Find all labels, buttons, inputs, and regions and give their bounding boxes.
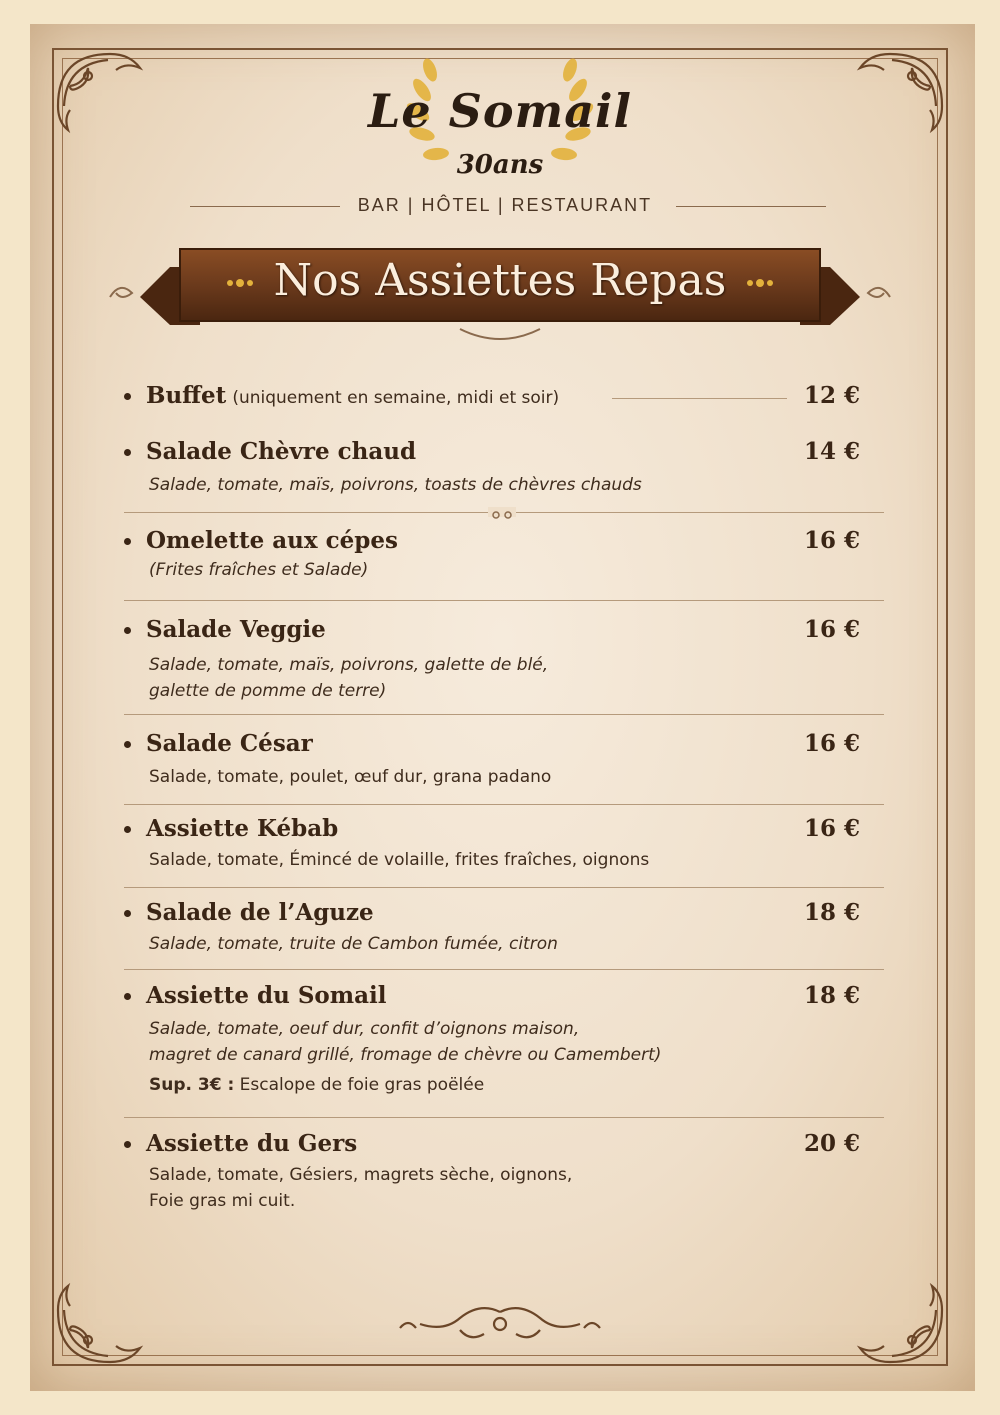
description-line: Salade, tomate, maïs, poivrons, galette de blé, <box>149 655 549 675</box>
logo-subtitle: 30ans <box>456 150 544 180</box>
bullet-icon <box>124 826 131 833</box>
dotted-leader <box>612 398 787 399</box>
bullet-icon <box>124 1141 131 1148</box>
menu-item-price: 16 € <box>803 815 860 842</box>
section-banner <box>100 245 900 345</box>
bullet-icon <box>124 393 131 400</box>
corner-ornament-icon <box>50 1280 160 1370</box>
separator <box>124 969 884 970</box>
menu-item <box>124 730 864 792</box>
menu-item-name <box>146 382 559 409</box>
menu-item-price: 16 € <box>803 527 860 554</box>
menu-item-description <box>149 1162 572 1214</box>
menu-item-description <box>149 472 642 498</box>
bullet-icon <box>124 449 131 456</box>
supplement-label: Sup. 3€ : <box>149 1075 235 1095</box>
menu-item <box>124 815 864 877</box>
menu-item-name: Assiette Kébab <box>146 815 339 842</box>
separator-ornament-icon <box>488 507 516 517</box>
menu-item-name: Salade César <box>146 730 313 757</box>
menu-item-name: Salade Chèvre chaud <box>146 438 417 465</box>
restaurant-logo <box>360 50 640 190</box>
description-line: (Frites fraîches et Salade) <box>149 560 369 580</box>
description-line: Foie gras mi cuit. <box>149 1191 296 1211</box>
menu-item <box>124 527 864 589</box>
bullet-icon <box>124 993 131 1000</box>
menu-item-description <box>149 1016 661 1098</box>
description-line: galette de pomme de terre) <box>149 681 387 701</box>
menu-item <box>124 382 864 412</box>
separator <box>124 1117 884 1118</box>
menu-item-price: 16 € <box>803 730 860 757</box>
menu-item-note: (uniquement en semaine, midi et soir) <box>232 388 560 408</box>
tagline: BAR | HÔTEL | RESTAURANT <box>357 195 653 215</box>
menu-item <box>124 899 864 961</box>
tagline-rule-left <box>190 206 340 207</box>
bullet-icon <box>124 538 131 545</box>
description-line: magret de canard grillé, fromage de chèvre ou Camembert) <box>149 1045 662 1065</box>
tagline-rule-right <box>676 206 826 207</box>
corner-ornament-icon <box>50 46 160 136</box>
menu-item-description <box>149 652 548 704</box>
description-line: Salade, tomate, Gésiers, magrets sèche, oignons, <box>149 1165 573 1185</box>
bullet-icon <box>124 627 131 634</box>
corner-ornament-icon <box>840 46 950 136</box>
description-line: Salade, tomate, poulet, œuf dur, grana padano <box>149 767 552 787</box>
bullet-icon <box>124 741 131 748</box>
description-line: Salade, tomate, maïs, poivrons, toasts de chèvres chauds <box>149 475 642 495</box>
menu-item-name-text: Buffet <box>146 382 227 409</box>
description-line: Salade, tomate, Émincé de volaille, frites fraîches, oignons <box>149 850 650 870</box>
menu-item-name: Omelette aux cépes <box>146 527 398 554</box>
menu-item-name: Assiette du Somail <box>146 982 387 1009</box>
description-line: Salade, tomate, truite de Cambon fumée, citron <box>149 934 558 954</box>
menu-item-price: 18 € <box>803 982 860 1009</box>
separator <box>124 887 884 888</box>
supplement-line <box>149 1072 661 1098</box>
menu-item <box>124 982 864 1102</box>
separator <box>124 804 884 805</box>
menu-item-description <box>149 557 368 583</box>
supplement-text: Escalope de foie gras poëlée <box>239 1075 485 1095</box>
menu-item-price: 18 € <box>803 899 860 926</box>
menu-item-name: Assiette du Gers <box>146 1130 358 1157</box>
menu-item-name: Salade de l’Aguze <box>146 899 374 926</box>
bullet-icon <box>124 910 131 917</box>
corner-ornament-icon <box>840 1280 950 1370</box>
menu-item-price: 14 € <box>803 438 860 465</box>
menu-item-description <box>149 931 558 957</box>
menu-item-description <box>149 847 649 873</box>
menu-item-price: 16 € <box>803 616 860 643</box>
bottom-ornament-icon <box>390 1300 610 1350</box>
menu-item-price: 12 € <box>803 382 860 409</box>
menu-item-description <box>149 764 551 790</box>
separator <box>124 714 884 715</box>
description-line: Salade, tomate, oeuf dur, confit d’oignons maison, <box>149 1019 580 1039</box>
separator <box>124 600 884 601</box>
section-title: Nos Assiettes Repas <box>273 255 727 306</box>
logo-name: Le Somail <box>368 84 632 138</box>
menu-item-name: Salade Veggie <box>146 616 326 643</box>
menu-item <box>124 1130 864 1220</box>
menu-item-price: 20 € <box>803 1130 860 1157</box>
menu-item <box>124 616 864 706</box>
menu-item <box>124 438 864 500</box>
